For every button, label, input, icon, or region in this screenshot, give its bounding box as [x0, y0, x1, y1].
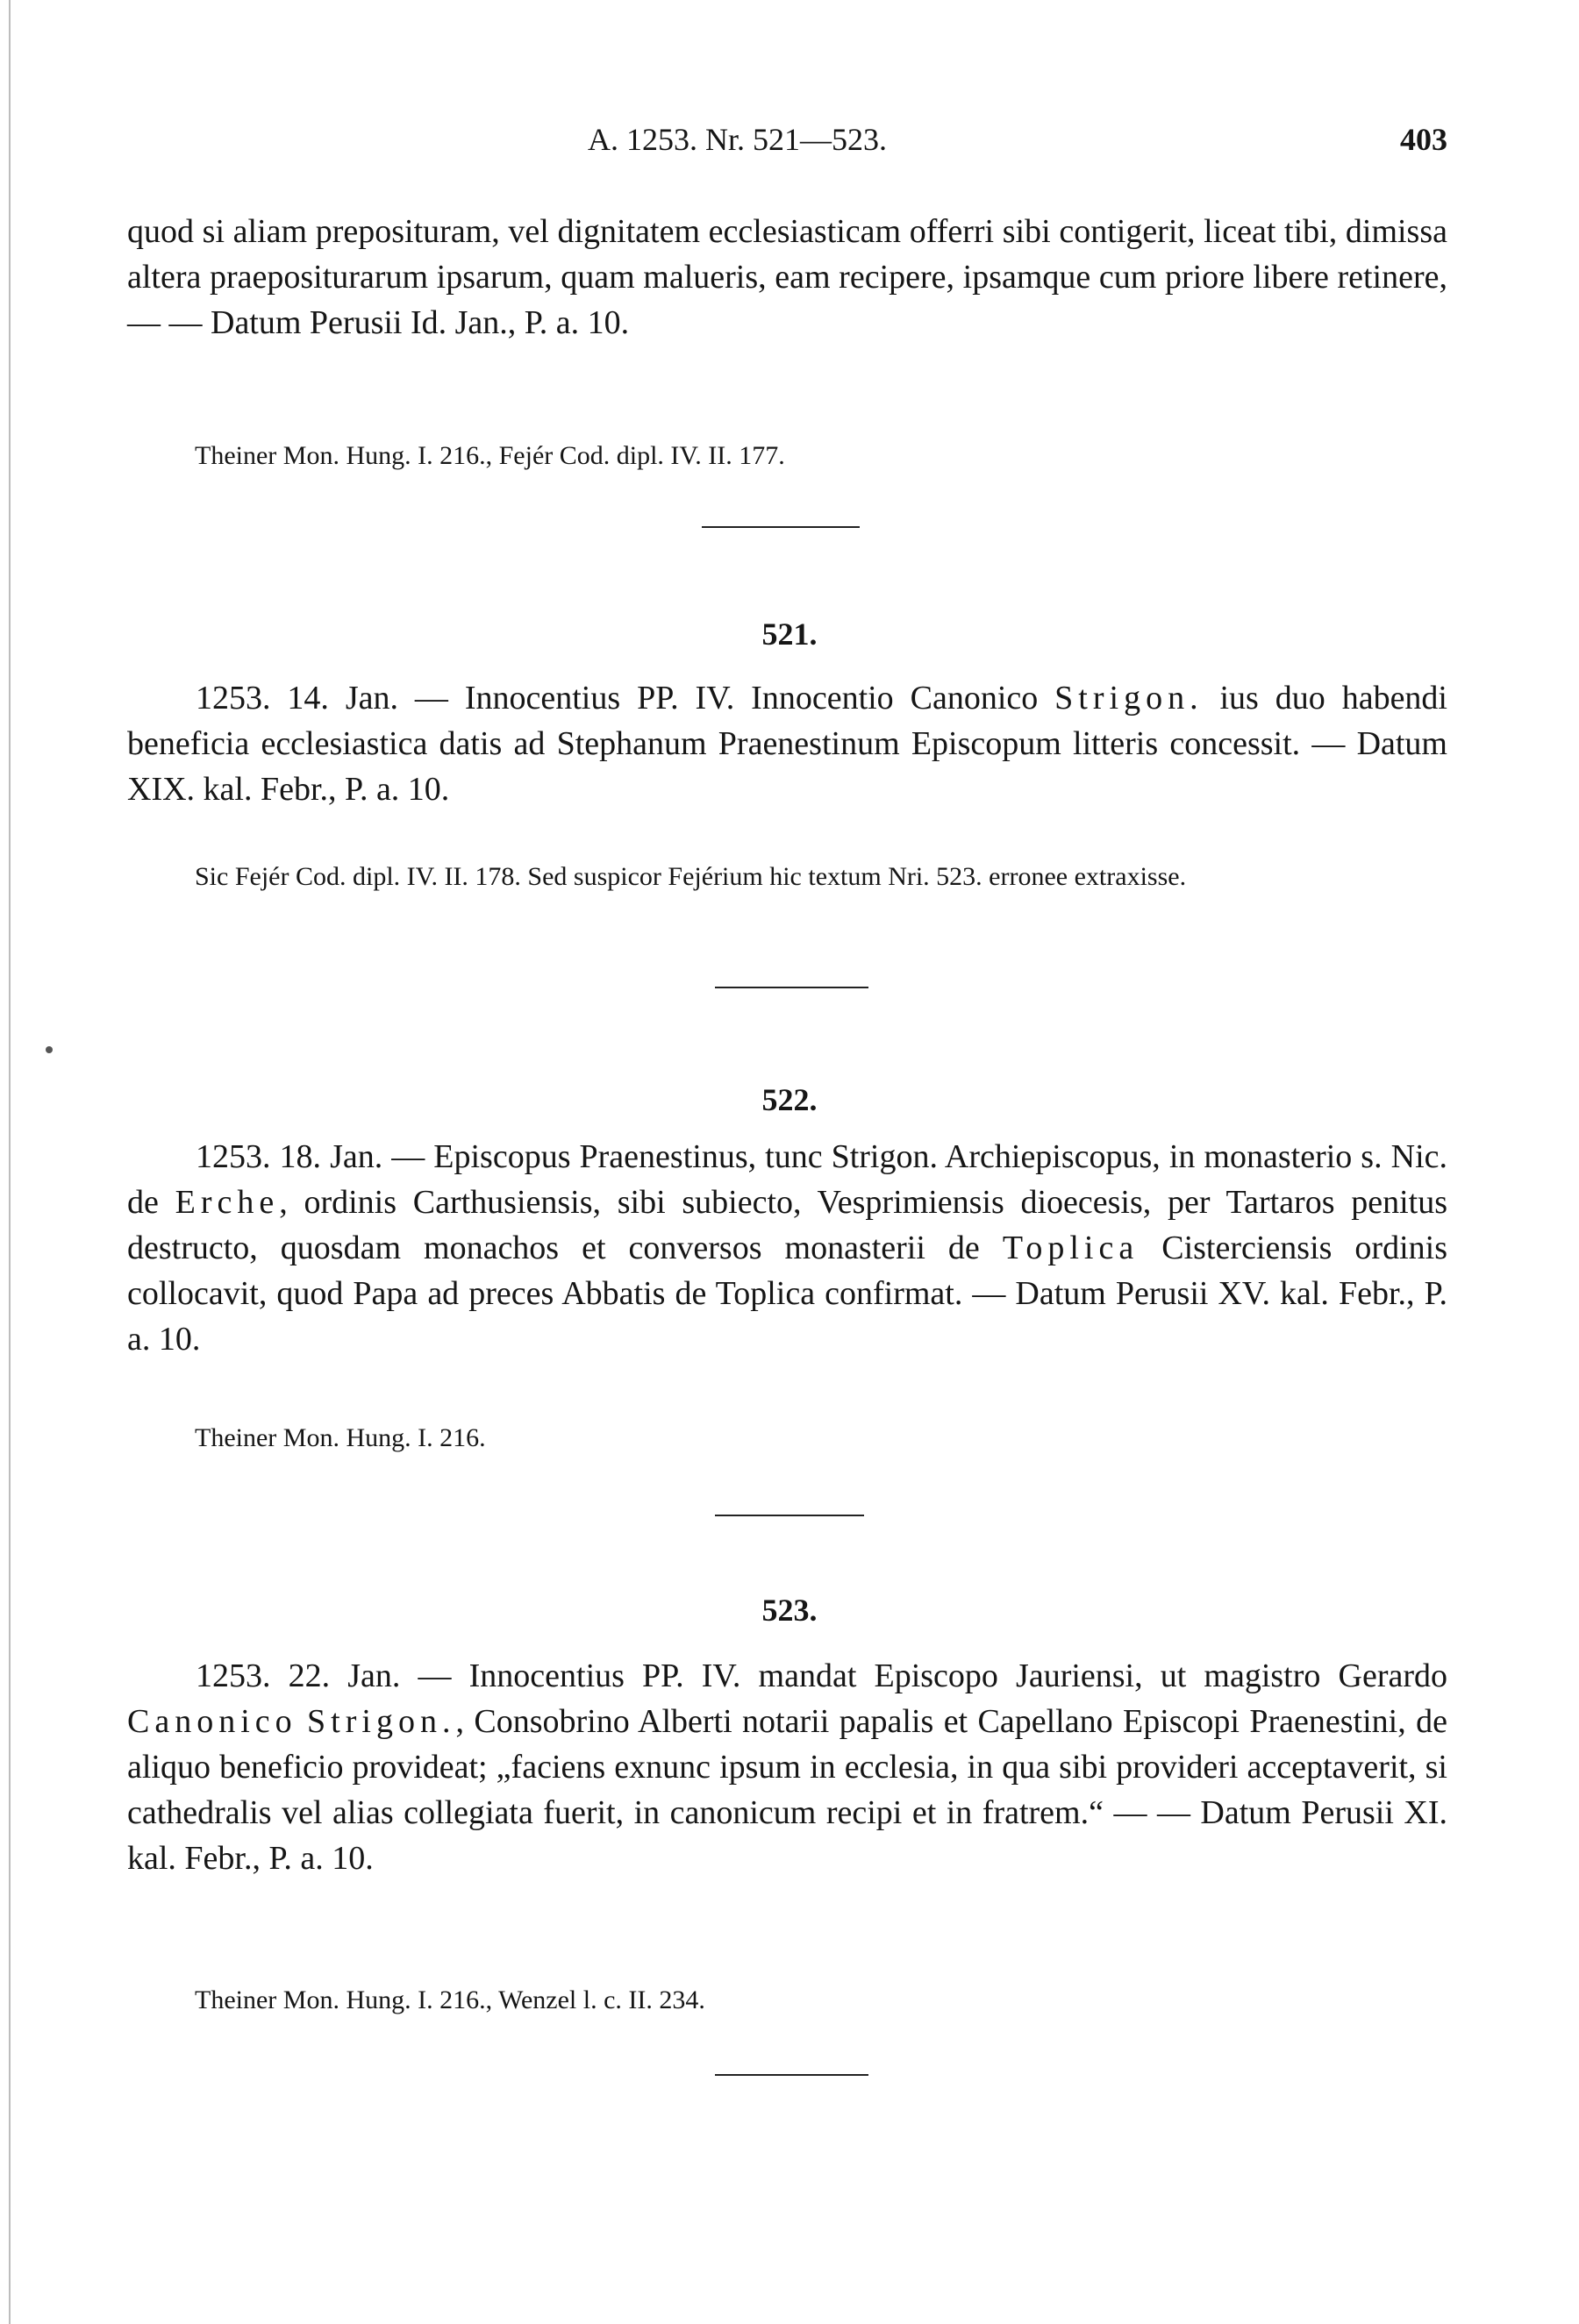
- continuation-reference: Theiner Mon. Hung. I. 216., Fejér Cod. dipl. IV. II. 177.: [195, 441, 785, 470]
- spaced-place-name: Erche: [175, 1184, 280, 1221]
- separator-rule: [702, 526, 860, 528]
- text-segment: Cisterciensis ordinis collocavit, quod Papa ad preces Abbatis de Toplica confirmat. — Datum Perusii XV. kal. Febr., P. a. 10.: [127, 1230, 1447, 1358]
- document-reference-523: Theiner Mon. Hung. I. 216., Wenzel l. c. II. 234.: [195, 1985, 705, 2014]
- document-number-521: 521.: [761, 617, 818, 652]
- continuation-text: quod si aliam preposituram, vel dignitatem ecclesiasticam offerri sibi contigerit, liceat tibi, dimissa altera praepositurarum ipsarum, quam malueris, eam recipere, ipsamque cum priore libere retinere, — — Datum Perusii Id. Jan., P. a. 10.: [127, 213, 1447, 341]
- text-segment: , ordinis Carthusiensis, sibi subiecto, Vesprimiensis dioecesis, per Tartaros penitus destructo, quosdam monachos et conversos monasterii de: [127, 1184, 1448, 1266]
- document-text-522: [127, 1134, 1447, 1362]
- page-header: [0, 121, 1579, 174]
- spaced-place-name: Strigon.: [307, 1703, 456, 1740]
- document-text-521: [127, 675, 1447, 812]
- spaced-word: Canonico: [127, 1703, 297, 1740]
- document-reference-521: Sic Fejér Cod. dipl. IV. II. 178. Sed suspicor Fejérium hic textum Nri. 523. erronee extraxisse.: [195, 862, 1187, 891]
- text-segment: , Consobrino Alberti notarii papalis et Capellano Episcopi Praenestini, de aliquo beneficio provideat; „faciens exnunc ipsum in ecclesia, in qua sibi provideri acceptaverit, si cathedralis vel alias collegiata fuerit, in canonicum recipi et in fratrem.“ — — Datum Perusii XI. kal. Febr., P. a. 10.: [127, 1703, 1447, 1877]
- document-reference-522: Theiner Mon. Hung. I. 216.: [195, 1423, 486, 1452]
- page-number: 403: [1400, 122, 1447, 157]
- running-title: A. 1253. Nr. 521—523.: [588, 122, 887, 157]
- separator-rule: [715, 987, 868, 988]
- text-segment: ius duo habendi beneficia ecclesiastica datis ad Stephanum Praenestinum Episcopum litteris concessit. — Datum XIX. kal. Febr., P. a. 10.: [127, 680, 1447, 808]
- ink-speck: [46, 1046, 53, 1053]
- document-text-523: [127, 1653, 1447, 1881]
- text-segment: 1253. 22. Jan. — Innocentius PP. IV. mandat Episcopo Jauriensi, ut magistro Gerardo: [196, 1657, 1447, 1694]
- spaced-place-name: Toplica: [1002, 1230, 1140, 1266]
- spaced-place-name: Strigon.: [1054, 680, 1204, 716]
- separator-rule: [715, 1515, 864, 1516]
- text-segment: 1253. 14. Jan. — Innocentius PP. IV. Innocentio Canonico: [196, 680, 1055, 716]
- separator-rule: [715, 2074, 868, 2076]
- text-segment: [297, 1703, 307, 1740]
- document-number-522: 522.: [761, 1082, 818, 1117]
- document-number-523: 523.: [761, 1593, 818, 1628]
- text-segment: 1253. 18. Jan. — Episcopus Praenestinus, tunc Strigon. Archiepiscopus, in monasterio s. Nic. de: [127, 1138, 1447, 1221]
- binding-edge: [9, 0, 11, 2324]
